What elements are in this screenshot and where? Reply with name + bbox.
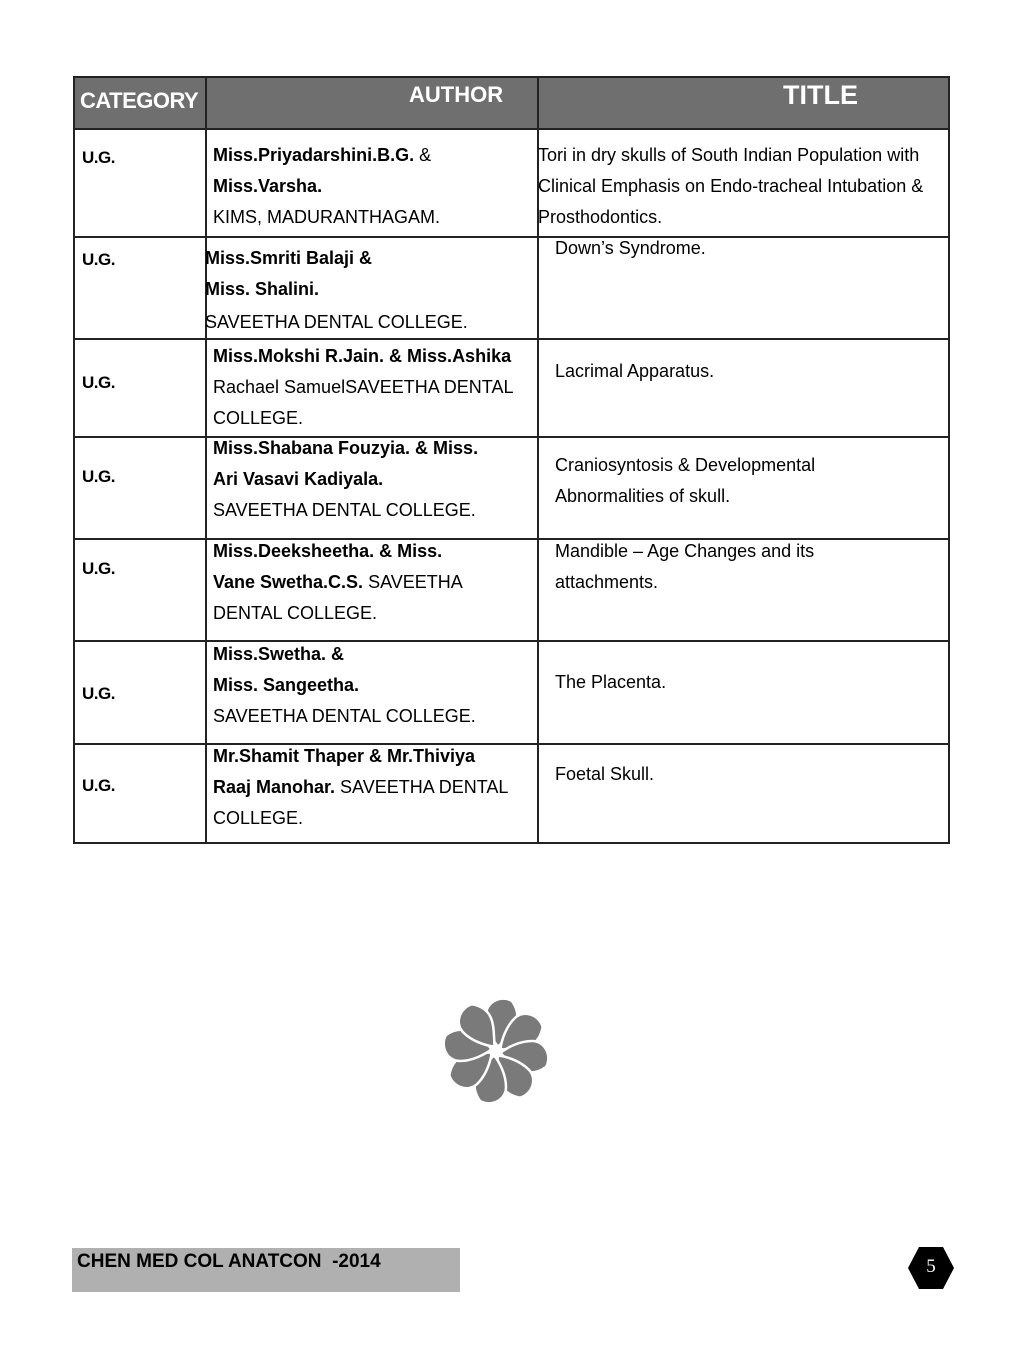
header-author: AUTHOR bbox=[409, 82, 504, 107]
row-5-author-bold-1: Miss.Deeksheetha. & Miss. bbox=[213, 541, 443, 561]
row-5-author-bold-2: Vane Swetha.C.S. bbox=[213, 572, 364, 592]
header-category: CATEGORY bbox=[80, 88, 199, 113]
row-3-category: U.G. bbox=[82, 373, 115, 392]
row-1-author bbox=[213, 140, 533, 233]
flower-ornament-icon bbox=[440, 995, 552, 1107]
row-divider bbox=[75, 338, 948, 340]
row-2-author-plain-2: SAVEETHA DENTAL COLLEGE. bbox=[205, 312, 468, 332]
row-7-author-plain-2: SAVEETHA DENTAL COLLEGE. bbox=[213, 777, 508, 828]
row-1-author-plain-1: & bbox=[414, 145, 432, 165]
row-2-author bbox=[205, 243, 533, 338]
row-3-author bbox=[213, 341, 538, 434]
row-1-author-bold-2: Miss.Varsha. bbox=[213, 176, 323, 196]
row-5-author bbox=[213, 536, 513, 629]
row-2-author-bold-2: Miss. Shalini. bbox=[205, 279, 320, 299]
footer-band bbox=[72, 1248, 460, 1292]
row-1-author-bold-1: Miss.Priyadarshini.B.G. bbox=[213, 145, 415, 165]
row-7-author-bold-2: Raaj Manohar. bbox=[213, 777, 336, 797]
row-7-category: U.G. bbox=[82, 776, 115, 795]
header-title: TITLE bbox=[783, 80, 858, 110]
footer-text: CHEN MED COL ANATCON -2014 bbox=[77, 1251, 381, 1272]
row-6-author-bold-2: Miss. Sangeetha. bbox=[213, 675, 360, 695]
row-3-author-plain-2: Rachael SamuelSAVEETHA DENTAL COLLEGE. bbox=[213, 377, 513, 428]
column-divider bbox=[205, 78, 207, 842]
row-5-title: Mandible – Age Changes and its attachments. bbox=[555, 541, 815, 592]
row-5-category: U.G. bbox=[82, 559, 115, 578]
row-4-author-bold-1: Miss.Shabana Fouzyia. & Miss. bbox=[213, 438, 479, 458]
row-6-title: The Placenta. bbox=[555, 672, 667, 692]
row-4-category: U.G. bbox=[82, 467, 115, 486]
row-2-title: Down’s Syndrome. bbox=[555, 238, 706, 258]
row-3-author-bold-1: Miss.Mokshi R.Jain. & Miss.Ashika bbox=[213, 346, 512, 366]
page-number: 5 bbox=[926, 1256, 936, 1277]
row-6-author bbox=[213, 639, 533, 732]
row-3-title: Lacrimal Apparatus. bbox=[555, 361, 715, 381]
row-5-author-plain-2: SAVEETHA DENTAL COLLEGE. bbox=[213, 572, 462, 623]
row-7-author bbox=[213, 741, 518, 834]
row-6-author-plain-2: SAVEETHA DENTAL COLLEGE. bbox=[213, 706, 476, 726]
row-7-title: Foetal Skull. bbox=[555, 764, 655, 784]
sessions-table bbox=[73, 76, 950, 844]
row-2-category: U.G. bbox=[82, 250, 115, 269]
row-4-author-plain-2: SAVEETHA DENTAL COLLEGE. bbox=[213, 500, 476, 520]
row-4-title: Craniosyntosis & Developmental Abnormalities of skull. bbox=[555, 455, 816, 506]
row-4-author bbox=[213, 433, 533, 526]
row-6-category: U.G. bbox=[82, 684, 115, 703]
row-1-title: Tori in dry skulls of South Indian Population with Clinical Emphasis on Endo-tracheal Intubation & Prosthodontics. bbox=[538, 145, 924, 227]
row-7-author-bold-1: Mr.Shamit Thaper & Mr.Thiviya bbox=[213, 746, 476, 766]
row-6-author-bold-1: Miss.Swetha. & bbox=[213, 644, 345, 664]
row-4-author-bold-2: Ari Vasavi Kadiyala. bbox=[213, 469, 384, 489]
row-2-author-bold-1: Miss.Smriti Balaji & bbox=[205, 248, 373, 268]
row-1-author-plain-2: KIMS, MADURANTHAGAM. bbox=[213, 207, 441, 227]
row-1-category: U.G. bbox=[82, 148, 115, 167]
page-number-badge bbox=[907, 1245, 955, 1291]
